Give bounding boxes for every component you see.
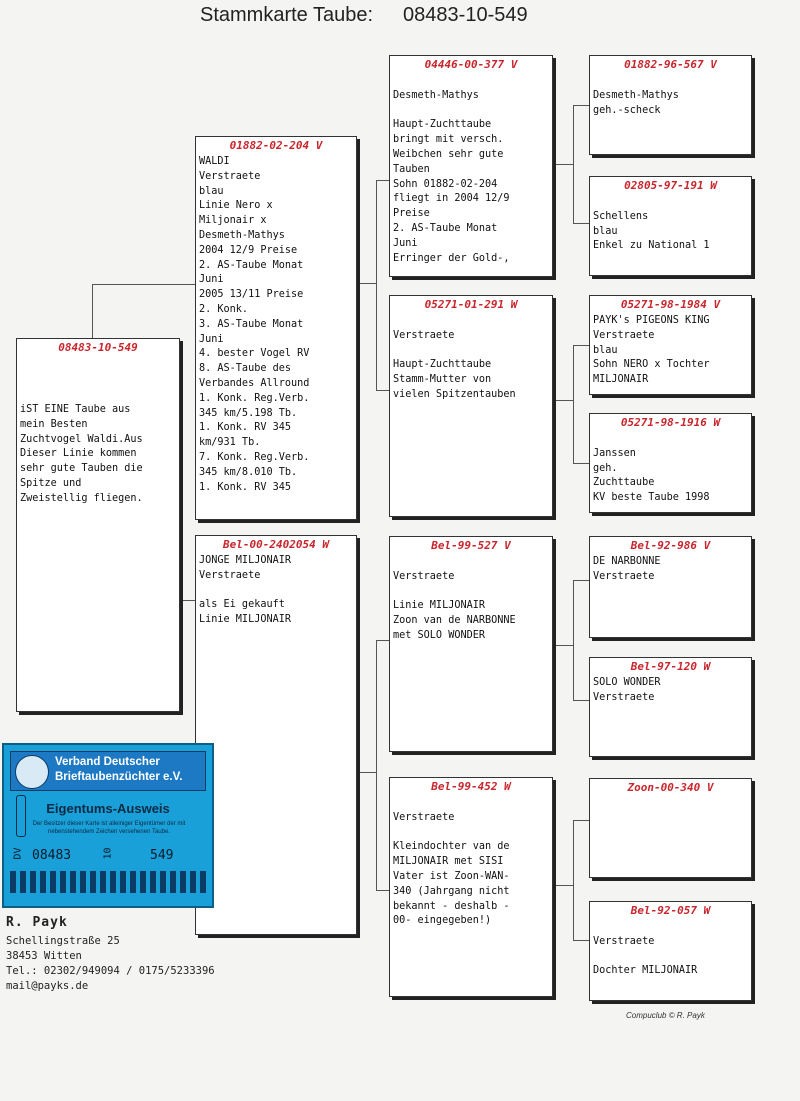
connector <box>573 700 589 701</box>
ring-number: 02805-97-191 W <box>624 179 717 192</box>
grandparent-card <box>389 55 553 277</box>
connector <box>92 284 93 340</box>
card-text: Desmeth-Mathys Haupt-Zuchttaube bringt mit versch. Weibchen sehr gute Tauben Sohn 01882-02-204 fliegt in 2004 12/9 Preise 2. AS-Taube Monat Juni Erringer der Gold-, <box>393 89 510 264</box>
card-text: Desmeth-Mathys geh.-scheck <box>593 89 679 116</box>
connector <box>573 820 589 821</box>
ring-number: Zoon-00-340 V <box>627 781 714 794</box>
card-text: Verstraete Kleindochter van de MILJONAIR met SISI Vater ist Zoon-WAN- 340 (Jahrgang nicht bekannt - deshalb - 00- eingegeben!) <box>393 811 510 927</box>
connector <box>376 180 377 390</box>
ring-number: 01882-02-204 V <box>229 139 323 152</box>
title-pigeon-id: 08483-10-549 <box>403 4 528 26</box>
great-grandparent-card <box>589 657 752 757</box>
grandparent-card <box>389 295 553 517</box>
owner-email: mail@payks.de <box>6 980 89 992</box>
badge-prefix: DV <box>12 847 24 860</box>
card-text: iST EINE Taube aus mein Besten Zuchtvogel Waldi.Aus Dieser Linie kommen sehr gute Tauben die Spitze und Zweistellig fliegen. <box>20 404 143 504</box>
badge-header <box>10 751 206 791</box>
connector <box>553 645 573 646</box>
ring-number: 05271-01-291 W <box>424 298 518 311</box>
ring-number: 04446-00-377 V <box>424 58 518 71</box>
badge-org: Verband Deutscher Brieftaubenzüchter e.V. <box>55 756 183 783</box>
great-grandparent-card <box>589 901 752 1001</box>
connector <box>573 345 589 346</box>
ring-number: Bel-97-120 W <box>630 660 711 673</box>
ring-number: Bel-92-986 V <box>630 539 711 552</box>
connector <box>573 580 589 581</box>
badge-pattern <box>10 871 206 893</box>
card-text: Verstraete Haupt-Zuchttaube Stamm-Mutter von vielen Spitzentauben <box>393 329 516 400</box>
great-grandparent-card <box>589 536 752 638</box>
sire-card <box>195 136 357 520</box>
card-text: Verstraete Dochter MILJONAIR <box>593 935 698 977</box>
connector <box>180 600 196 601</box>
ring-number: Bel-99-527 V <box>431 539 511 552</box>
badge-number: 549 <box>150 848 174 863</box>
connector <box>376 640 390 641</box>
card-text <box>590 795 751 799</box>
card-text: JONGE MILJONAIR Verstraete als Ei gekauft Linie MILJONAIR <box>199 555 292 626</box>
badge-note: Der Besitzer dieser Karte ist alleiniger Eigentümer der mit nebenstehendem Zeichen versehenen Taube. <box>32 821 186 835</box>
badge-ring-row <box>12 846 208 866</box>
badge-club: 08483 <box>32 848 72 863</box>
badge-doc-title: Eigentums-Ausweis <box>46 801 170 816</box>
card-text: Janssen geh. Zuchttaube KV beste Taube 1998 <box>593 447 710 504</box>
connector <box>92 284 196 285</box>
card-text: PAYK's PIGEONS KING Verstraete blau Sohn NERO x Tochter MILJONAIR <box>593 315 710 386</box>
connector <box>553 400 573 401</box>
connector <box>356 772 376 773</box>
ring-number: Bel-92-057 W <box>630 904 711 917</box>
great-grandparent-card <box>589 413 752 513</box>
ring-number: 05271-98-1916 W <box>620 416 721 429</box>
great-grandparent-card <box>589 176 752 276</box>
connector <box>573 345 574 463</box>
connector <box>376 640 377 890</box>
page-title <box>200 4 528 27</box>
badge-year: 10 <box>102 847 114 860</box>
connector <box>573 105 589 106</box>
title-label: Stammkarte Taube: <box>200 4 374 26</box>
owner-info <box>6 915 215 994</box>
connector <box>553 164 573 165</box>
great-grandparent-card <box>589 295 752 395</box>
dam-card <box>195 535 357 935</box>
connector <box>573 820 574 940</box>
connector <box>573 580 574 700</box>
pigeon-logo-icon <box>15 755 49 789</box>
card-text: WALDI Verstraete blau Linie Nero x Miljonair x Desmeth-Mathys 2004 12/9 Preise 2. AS-Taube Monat Juni 2005 13/11 Preise 2. Konk. 3. AS-Taube Monat Juni 4. bester Vogel RV 8. AS-Taube des Verbandes Allround 1. Konk. Reg.Verb. 345 km/5.198 Tb. 1. Konk. RV 345 km/931 Tb. 7. Konk. Reg.Verb. 345 km/8.010 Tb. 1. Konk. RV 345 <box>199 156 310 493</box>
connector <box>553 885 573 886</box>
owner-city: 38453 Witten <box>6 950 82 962</box>
connector <box>573 223 589 224</box>
connector <box>376 390 390 391</box>
ring-number: 05271-98-1984 V <box>620 298 721 311</box>
grandparent-card <box>389 536 553 752</box>
connector <box>356 283 376 284</box>
ring-number: 01882-96-567 V <box>624 58 717 71</box>
pigeon-card <box>16 338 180 712</box>
card-text: Verstraete Linie MILJONAIR Zoon van de NARBONNE met SOLO WONDER <box>393 570 516 641</box>
connector <box>573 463 589 464</box>
ownership-badge <box>2 743 214 908</box>
card-text: Schellens blau Enkel zu National 1 <box>593 210 710 252</box>
connector <box>573 105 574 223</box>
owner-name: R. Payk <box>6 915 68 930</box>
connector <box>573 940 589 941</box>
card-text: SOLO WONDER Verstraete <box>593 677 661 703</box>
connector <box>376 890 390 891</box>
footer-credit: Compuclub © R. Payk <box>626 1011 705 1020</box>
ring-number: 08483-10-549 <box>58 341 138 354</box>
grandparent-card <box>389 777 553 997</box>
great-grandparent-card <box>589 55 752 155</box>
ring-number: Bel-99-452 W <box>431 780 511 793</box>
great-grandparent-card <box>589 778 752 878</box>
owner-phone: Tel.: 02302/949094 / 0175/5233396 <box>6 965 215 977</box>
connector <box>376 180 390 181</box>
card-text: DE NARBONNE Verstraete <box>593 556 661 582</box>
ring-number: Bel-00-2402054 W <box>223 538 329 551</box>
owner-street: Schellingstraße 25 <box>6 935 120 947</box>
